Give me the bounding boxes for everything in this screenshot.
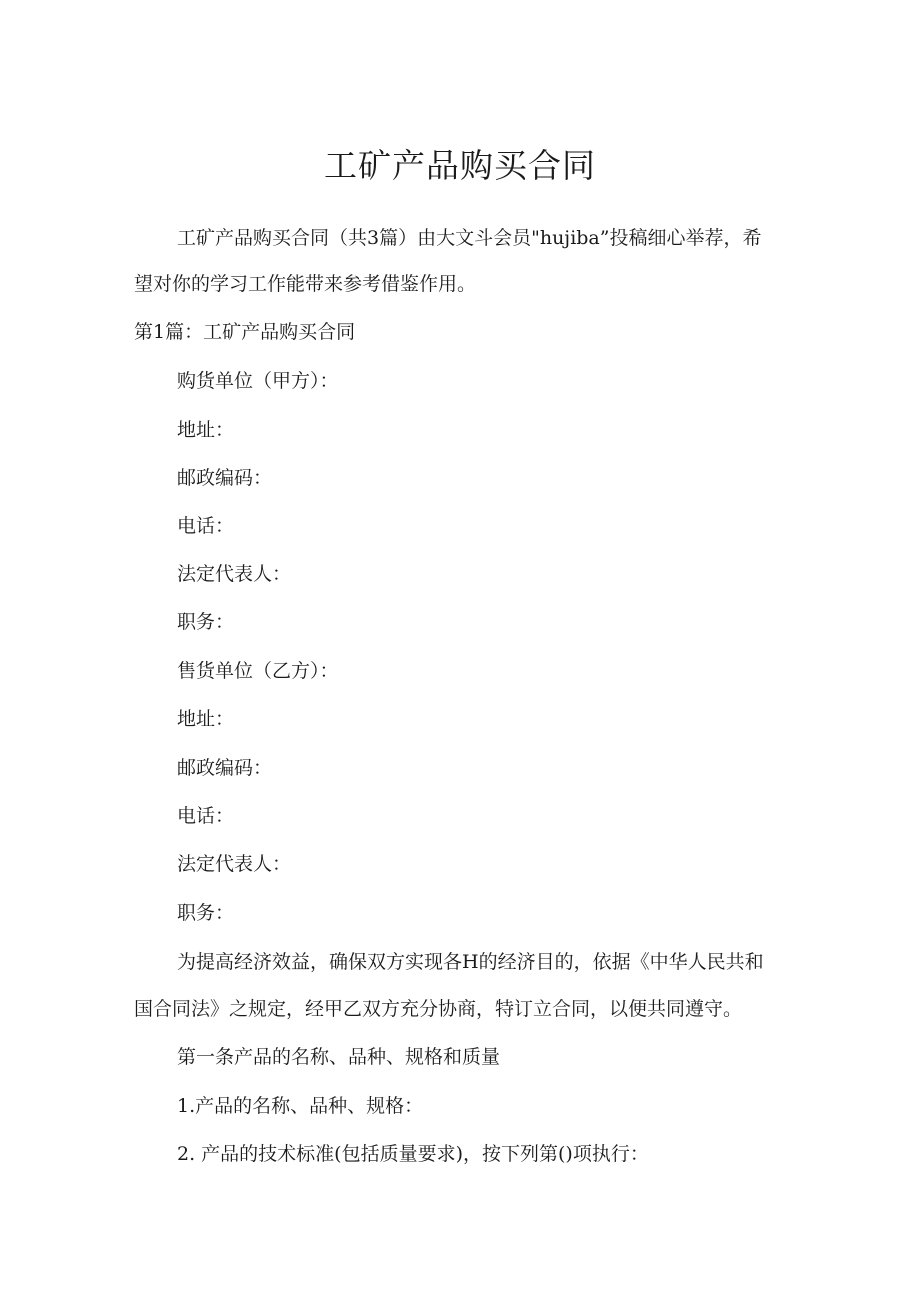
buyer-unit-label: 购货单位（甲方）： bbox=[177, 370, 339, 392]
article-1-item-1: 1.产品的名称、品种、规格： bbox=[177, 1095, 424, 1117]
seller-position-label: 职务： bbox=[177, 902, 235, 924]
intro-line-2: 望对你的学习工作能带来参考借鉴作用。 bbox=[134, 273, 477, 295]
intro-line-1: 工矿产品购买合同（共3篇）由大文斗会员"hujiba”投稿细心举荐，希 bbox=[177, 227, 762, 249]
buyer-address-label: 地址： bbox=[177, 419, 235, 441]
seller-address-label: 地址： bbox=[177, 708, 235, 730]
buyer-legal-rep-label: 法定代表人： bbox=[177, 563, 292, 585]
seller-unit-label: 售货单位（乙方）： bbox=[177, 660, 339, 682]
article-1-heading: 第一条产品的名称、品种、规格和质量 bbox=[177, 1046, 501, 1068]
section-heading: 第1篇：工矿产品购买合同 bbox=[134, 321, 356, 343]
buyer-position-label: 职务： bbox=[177, 611, 235, 633]
article-1-item-2: 2. 产品的技术标准(包括质量要求)，按下列第()项执行： bbox=[177, 1143, 649, 1165]
buyer-phone-label: 电话： bbox=[177, 515, 235, 537]
seller-postcode-label: 邮政编码： bbox=[177, 757, 273, 779]
seller-legal-rep-label: 法定代表人： bbox=[177, 853, 292, 875]
buyer-postcode-label: 邮政编码： bbox=[177, 467, 273, 489]
document-title: 工矿产品购买合同 bbox=[324, 146, 596, 185]
preamble-line-1: 为提高经济效益，确保双方实现各H的经济目的，依据《中华人民共和 bbox=[177, 951, 764, 973]
seller-phone-label: 电话： bbox=[177, 805, 235, 827]
preamble-line-2: 国合同法》之规定，经甲乙双方充分协商，特订立合同，以便共同遵守。 bbox=[134, 998, 743, 1020]
